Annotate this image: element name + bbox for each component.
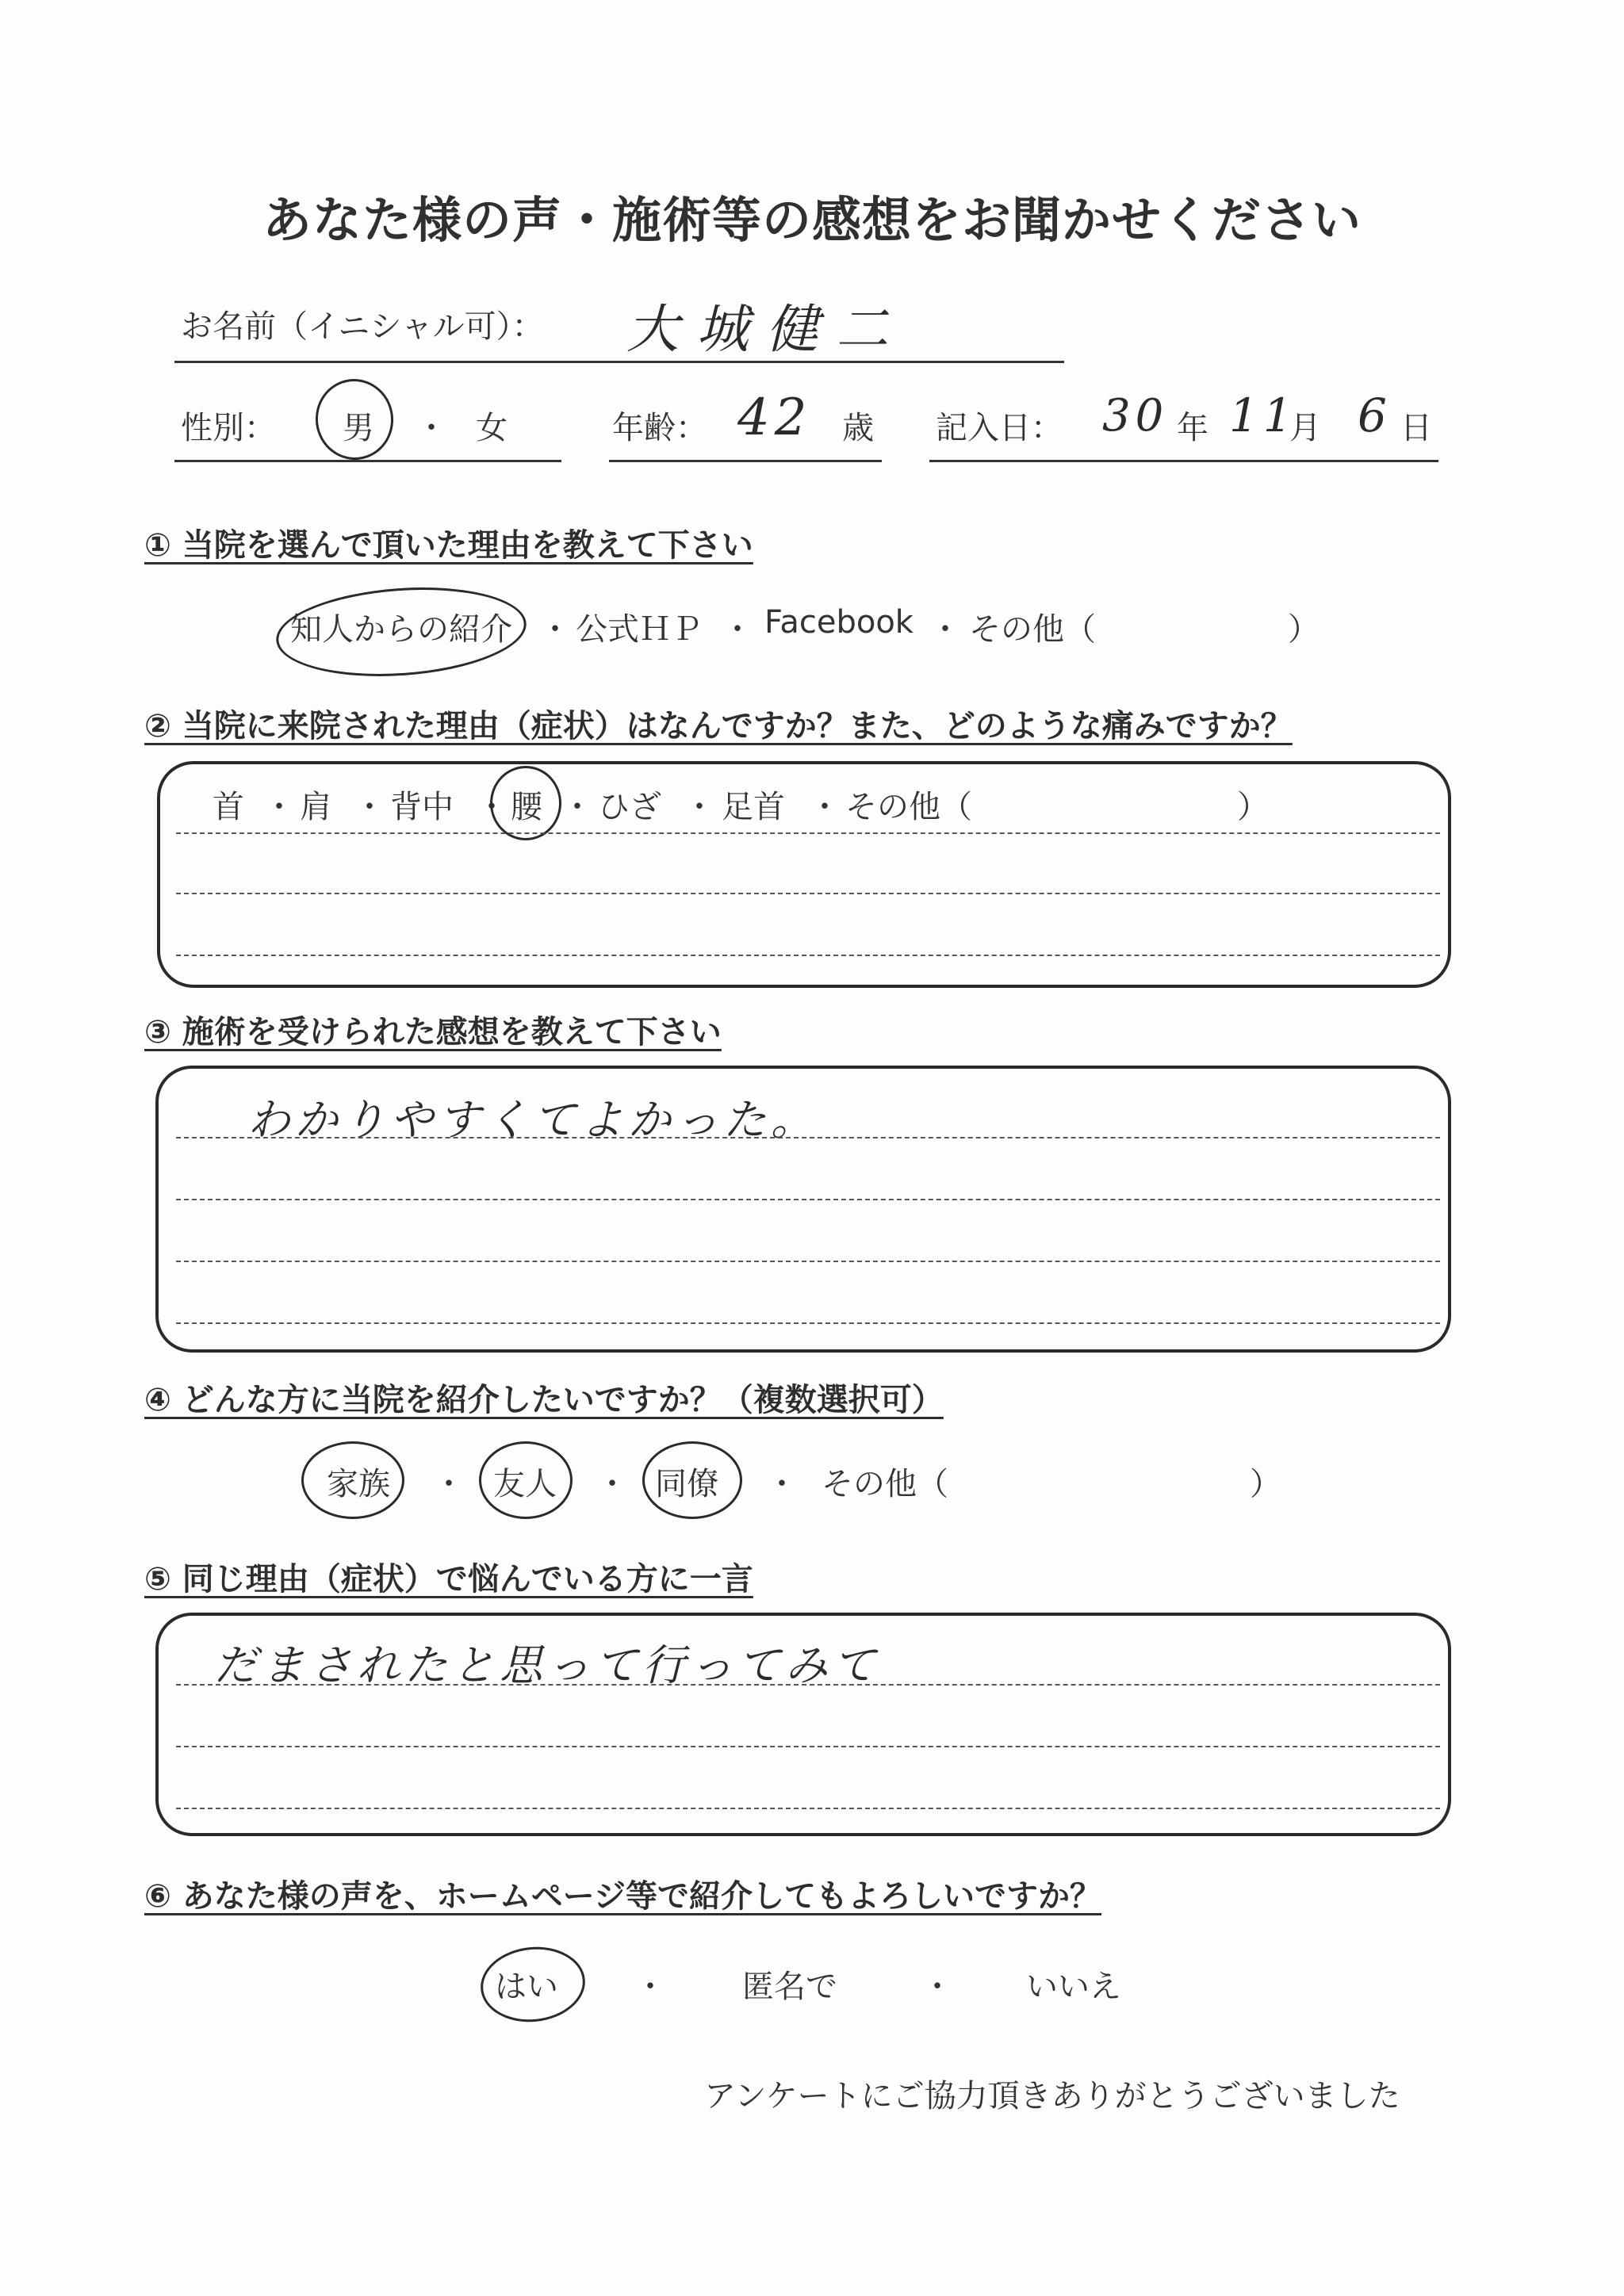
- q3-dashed-line: [176, 1137, 1440, 1138]
- age-underline: [609, 460, 882, 462]
- date-underline: [929, 460, 1438, 462]
- q5-heading: ⑤ 同じ理由（症状）で悩んでいる方に一言: [144, 1561, 753, 1598]
- q1-option-official-hp[interactable]: 公式ＨＰ: [576, 611, 703, 648]
- date-year-unit: 年: [1177, 410, 1208, 446]
- q1-separator-2: ・: [722, 611, 753, 648]
- q2-dashed-line: [176, 955, 1440, 956]
- q6-separator: ・: [634, 1969, 666, 2005]
- age-value: 42: [737, 388, 812, 447]
- q1-option-other[interactable]: その他（: [969, 611, 1096, 648]
- page-title: あなた様の声・施術等の感想をお聞かせください: [262, 191, 1362, 249]
- q6-option-no[interactable]: いいえ: [1026, 1969, 1121, 2005]
- gender-male-option[interactable]: 男: [343, 410, 374, 446]
- q6-separator: ・: [921, 1969, 953, 2005]
- age-unit: 歳: [842, 410, 874, 446]
- q2-selected-circle: [490, 766, 561, 840]
- q5-dashed-line: [176, 1808, 1440, 1809]
- q3-answer-text: わかりやすくてよかった。: [247, 1095, 818, 1145]
- q5-dashed-line: [176, 1684, 1440, 1686]
- q4-separator: ・: [766, 1466, 798, 1502]
- q2-option-back[interactable]: 背中: [390, 789, 454, 825]
- q1-separator-1: ・: [539, 611, 571, 648]
- q1-separator-3: ・: [929, 611, 961, 648]
- q1-other-close-paren: ）: [1288, 611, 1320, 648]
- q1-selected-circle: [274, 580, 530, 684]
- q1-option-referral[interactable]: 知人からの紹介: [290, 611, 512, 648]
- q4-option-coworker[interactable]: 同僚: [655, 1466, 718, 1502]
- q3-dashed-line: [176, 1199, 1440, 1200]
- q2-separator: ・: [263, 789, 295, 825]
- q4-selected-circle-friend: [479, 1441, 573, 1519]
- name-underline: [174, 361, 1064, 363]
- q2-dashed-line: [176, 893, 1440, 894]
- q4-separator: ・: [596, 1466, 628, 1502]
- date-month-unit: 月: [1289, 410, 1321, 446]
- q5-dashed-line: [176, 1746, 1440, 1747]
- q2-option-other[interactable]: その他（: [845, 789, 972, 825]
- q4-option-friend[interactable]: 友人: [493, 1466, 557, 1502]
- date-month-value: 11: [1229, 388, 1297, 442]
- q3-heading: ③ 施術を受けられた感想を教えて下さい: [144, 1014, 722, 1050]
- gender-underline: [174, 460, 561, 462]
- q3-dashed-line: [176, 1261, 1440, 1262]
- q6-option-anonymous[interactable]: 匿名で: [742, 1969, 837, 2005]
- q5-answer-text: だまされたと思って行ってみて: [214, 1640, 880, 1690]
- date-day-value: 6: [1358, 388, 1392, 442]
- q4-option-other[interactable]: その他（: [822, 1466, 948, 1502]
- q2-option-lower-back[interactable]: 腰: [511, 789, 542, 825]
- date-year-value: 30: [1102, 390, 1169, 442]
- q2-heading: ② 当院に来院された理由（症状）はなんですか？また、どのような痛みですか？: [144, 708, 1293, 744]
- q1-option-facebook[interactable]: Facebook: [764, 604, 914, 641]
- q2-separator: ・: [476, 789, 508, 825]
- q3-dashed-line: [176, 1322, 1440, 1324]
- q4-selected-circle-family: [301, 1441, 404, 1519]
- name-value: 大城健二: [626, 299, 906, 360]
- q2-option-neck[interactable]: 首: [213, 789, 244, 825]
- q4-selected-circle-coworker: [642, 1441, 742, 1519]
- q2-option-knee[interactable]: ひざ: [598, 789, 661, 825]
- gender-selected-circle: [310, 374, 398, 465]
- q2-separator: ・: [684, 789, 715, 825]
- q1-heading: ① 当院を選んで頂いた理由を教えて下さい: [144, 527, 753, 564]
- date-day-unit: 日: [1400, 410, 1432, 446]
- name-label: お名前（イニシャル可）：: [181, 308, 544, 345]
- age-label: 年齢：: [612, 410, 707, 446]
- q2-dashed-line: [176, 832, 1440, 834]
- q4-heading: ④ どんな方に当院を紹介したいですか？（複数選択可）: [144, 1382, 944, 1418]
- date-label: 記入日：: [936, 410, 1063, 446]
- footer-thanks: アンケートにご協力頂きありがとうございました: [704, 2078, 1400, 2114]
- q2-separator: ・: [354, 789, 385, 825]
- q4-option-family[interactable]: 家族: [327, 1466, 390, 1502]
- q6-heading: ⑥ あなた様の声を、ホームページ等で紹介してもよろしいですか？: [144, 1878, 1101, 1915]
- q4-other-close-paren: ）: [1250, 1466, 1281, 1502]
- q2-separator: ・: [561, 789, 593, 825]
- q6-selected-circle: [477, 1942, 588, 2026]
- q2-other-close-paren: ）: [1237, 789, 1269, 825]
- q2-option-shoulder[interactable]: 肩: [300, 789, 331, 825]
- q2-separator: ・: [809, 789, 841, 825]
- gender-separator: ・: [416, 410, 447, 446]
- q2-option-ankle[interactable]: 足首: [722, 789, 785, 825]
- q6-option-yes[interactable]: はい: [495, 1969, 558, 2005]
- gender-label: 性別：: [181, 410, 276, 446]
- q4-separator: ・: [433, 1466, 465, 1502]
- gender-female-option[interactable]: 女: [476, 410, 508, 446]
